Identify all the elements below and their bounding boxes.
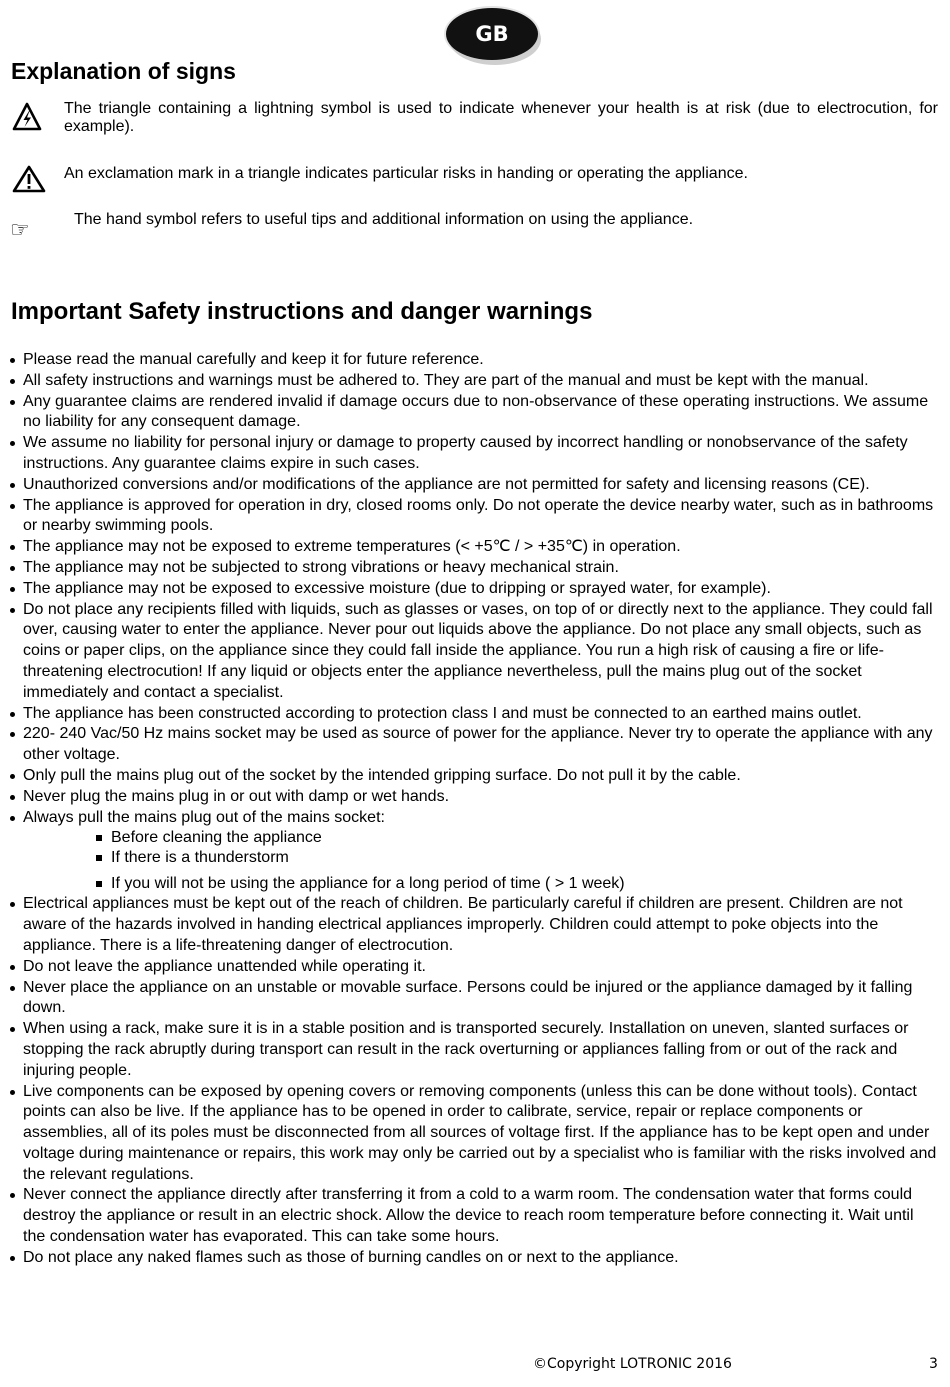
list-item-text: All safety instructions and warnings must be adhered to. They are part of the manual and must be kept with the manual. [23, 371, 869, 389]
square-bullet-icon [96, 855, 102, 861]
bullet-icon [10, 504, 15, 509]
list-item-text: The appliance may not be subjected to strong vibrations or heavy mechanical strain. [23, 558, 619, 576]
list-item [8, 558, 940, 579]
list-item [8, 787, 940, 808]
bullet-icon [10, 545, 15, 550]
list-item-text: Only pull the mains plug out of the socket by the intended gripping surface. Do not pull it by the cable. [23, 766, 741, 784]
list-item-text: Never plug the mains plug in or out with damp or wet hands. [23, 787, 450, 805]
sign-hand-text: The hand symbol refers to useful tips and additional information on using the appliance. [74, 211, 694, 228]
list-item [8, 350, 940, 371]
bullet-icon [10, 1027, 15, 1032]
list-item [8, 957, 940, 978]
bullet-icon [10, 816, 15, 821]
sign-lightning-text: The triangle containing a lightning symbol is used to indicate whenever your health is at risk (due to electrocution, for example). [64, 100, 938, 135]
list-item-text: Always pull the mains plug out of the mains socket: [23, 808, 385, 826]
list-item [8, 1248, 940, 1269]
sub-list-item [23, 828, 940, 848]
exclamation-triangle-icon [12, 165, 46, 198]
list-item [8, 392, 940, 434]
list-item [8, 1082, 940, 1186]
signs-heading: Explanation of signs [11, 58, 236, 84]
bullet-icon [10, 795, 15, 800]
bullet-icon [10, 965, 15, 970]
safety-list [8, 350, 940, 1269]
list-item [8, 1019, 940, 1081]
language-badge: GB [446, 8, 538, 60]
list-item-text: Electrical appliances must be kept out of the reach of children. Be particularly careful if children are present. Children are not aware of the hazards involved in handing electrical appliances improperly. Children could attempt to poke objects into the appliance. There is a life-threatening danger of electrocution. [23, 895, 903, 954]
list-item [8, 433, 940, 475]
list-item-text: The appliance may not be exposed to excessive moisture (due to dripping or sprayed water, for example). [23, 579, 771, 597]
sign-exclamation-text: An exclamation mark in a triangle indicates particular risks in handing or operating the appliance. [64, 165, 748, 182]
list-item-text: The appliance has been constructed according to protection class I and must be connected to an earthed mains outlet. [23, 704, 862, 722]
list-item-text: Live components can be exposed by opening covers or removing components (unless this can be done without tools). Contact points can also be live. If the appliance has to be opened in order to calibrate, service, repair or replace components or assemblies, all of its poles must be disconnected from all sources of voltage first. If the appliance has to be kept open and under voltage during maintenance or repairs, this work may only be carried out by a specialist who is familiar with the risks involved and the relevant regulations. [23, 1082, 937, 1183]
sub-list-item [23, 848, 940, 868]
list-item [8, 496, 940, 538]
list-item [8, 724, 940, 766]
page-number: 3 [929, 1356, 938, 1372]
list-item-text: The appliance may not be exposed to extreme temperatures (< +5℃ / > +35℃) in operation. [23, 538, 681, 556]
unplug-conditions-list [23, 828, 940, 894]
list-item [8, 600, 940, 704]
bullet-icon [10, 774, 15, 779]
list-item-text: Do not leave the appliance unattended while operating it. [23, 957, 426, 975]
bullet-icon [10, 441, 15, 446]
bullet-icon [10, 1256, 15, 1261]
bullet-icon [10, 986, 15, 991]
list-item-text: The appliance is approved for operation in dry, closed rooms only. Do not operate the device nearby water, such as in bathrooms or nearby swimming pools. [23, 496, 934, 535]
square-bullet-icon [96, 835, 102, 841]
list-item [8, 371, 940, 392]
bullet-icon [10, 1193, 15, 1198]
bullet-icon [10, 566, 15, 571]
bullet-icon [10, 587, 15, 592]
list-item-text: We assume no liability for personal injury or damage to property caused by incorrect handling or nonobservance of the safety instructions. Any guarantee claims expire in such cases. [23, 434, 908, 472]
list-item [8, 808, 940, 895]
safety-heading: Important Safety instructions and danger warnings [11, 298, 593, 325]
list-item-text: Any guarantee claims are rendered invalid if damage occurs due to non-observance of these operating instructions. We assume no liability for any consequent damage. [23, 392, 929, 431]
list-item [8, 766, 940, 787]
list-item [8, 704, 940, 725]
copyright-text: ©Copyright LOTRONIC 2016 [533, 1356, 732, 1372]
list-item-text: Never connect the appliance directly after transferring it from a cold to a warm room. The condensation water that forms could destroy the appliance or result in an electric shock. Allow the device to reach room temperature before connecting it. Wait until the condensation water has evaporated. This can take some hours. [23, 1186, 914, 1246]
sub-list-item-text: Before cleaning the appliance [111, 829, 322, 847]
pointing-hand-icon: ☞ [10, 217, 30, 242]
list-item [8, 1185, 940, 1247]
bullet-icon [10, 608, 15, 613]
bullet-icon [10, 902, 15, 907]
sub-list-item-text: If there is a thunderstorm [111, 849, 289, 867]
list-item-text: When using a rack, make sure it is in a stable position and is transported securely. Installation on uneven, slanted surfaces or stopping the rack abruptly during transport can result in the rack overturning or appliances falling from or out of the rack and injuring people. [23, 1020, 909, 1079]
list-item [8, 978, 940, 1020]
list-item-text: Never place the appliance on an unstable or movable surface. Persons could be injured or the appliance damaged by it falling down. [23, 978, 913, 1017]
list-item-text: Do not place any naked flames such as those of burning candles on or next to the appliance. [23, 1248, 679, 1266]
lightning-triangle-icon [12, 102, 42, 137]
list-item [8, 579, 940, 600]
list-item [8, 894, 940, 956]
bullet-icon [10, 1090, 15, 1095]
list-item-text: Please read the manual carefully and keep it for future reference. [23, 351, 484, 368]
sub-list-item [23, 874, 940, 894]
bullet-icon [10, 483, 15, 488]
bullet-icon [10, 400, 15, 405]
square-bullet-icon [96, 881, 102, 887]
list-item [8, 537, 940, 558]
list-item [8, 475, 940, 496]
bullet-icon [10, 712, 15, 717]
bullet-icon [10, 358, 15, 363]
list-item-text: Unauthorized conversions and/or modifications of the appliance are not permitted for safety and licensing reasons (CE). [23, 475, 870, 493]
bullet-icon [10, 732, 15, 737]
sub-list-item-text: If you will not be using the appliance for a long period of time ( > 1 week) [111, 875, 625, 893]
bullet-icon [10, 379, 15, 384]
list-item-text: Do not place any recipients filled with liquids, such as glasses or vases, on top of or directly next to the appliance. They could fall over, causing water to enter the appliance. Never pour out liquids above the appliance. Do not place any small objects, such as coins or paper clips, on the appliance since they could fall inside the appliance. You run a high risk of causing a fire or life-threatening electrocution! If any liquid or objects enter the appliance nevertheless, pull the mains plug out of the socket immediately and contact a specialist. [23, 600, 933, 701]
list-item-text: 220- 240 Vac/50 Hz mains socket may be used as source of power for the appliance. Never try to operate the appliance with any other voltage. [23, 725, 933, 764]
